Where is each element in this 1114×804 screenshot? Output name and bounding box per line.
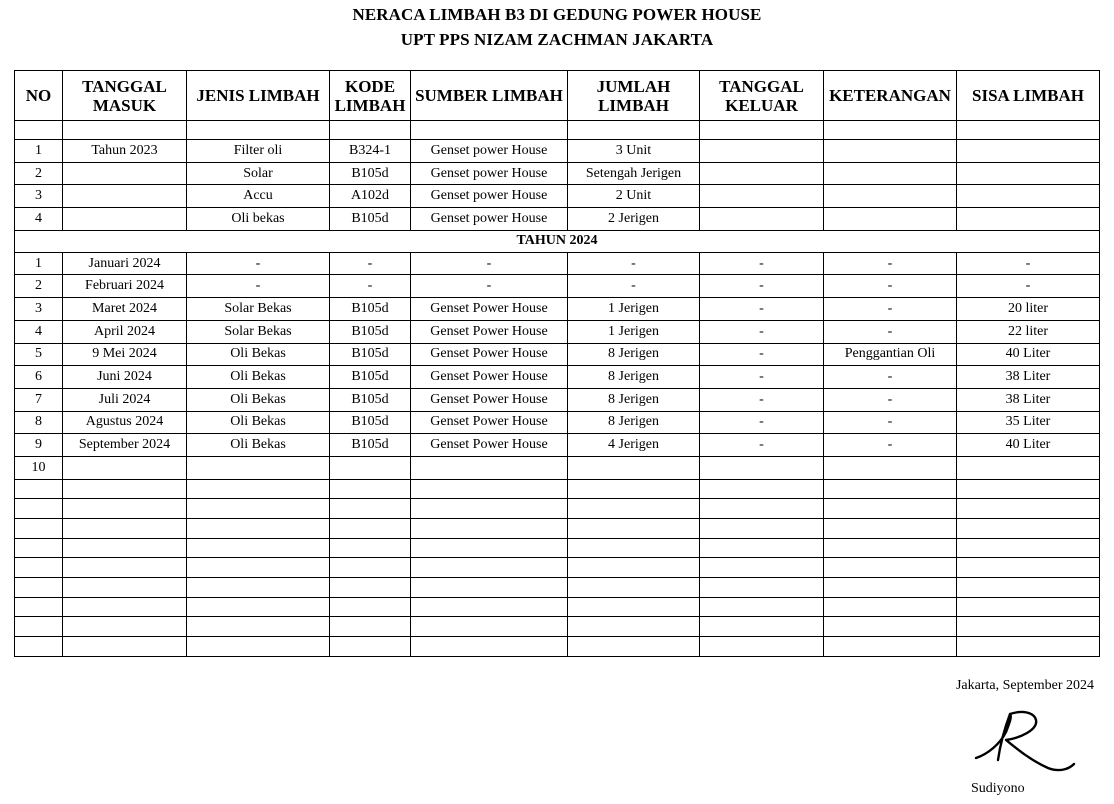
- cell-keterangan: [824, 208, 957, 231]
- cell-no: [15, 578, 63, 598]
- cell-tanggal-masuk: [63, 456, 187, 479]
- header-tanggal-keluar: TANGGAL KELUAR: [700, 71, 824, 121]
- cell-sumber-limbah: [411, 456, 568, 479]
- header-kode-limbah: KODE LIMBAH: [330, 71, 411, 121]
- cell-sumber-limbah: -: [411, 275, 568, 298]
- cell-sumber-limbah: -: [411, 252, 568, 275]
- cell-sisa-limbah: [957, 597, 1100, 617]
- cell-tanggal-keluar: [700, 519, 824, 539]
- section-label: TAHUN 2024: [15, 230, 1100, 252]
- cell-jenis-limbah: Filter oli: [187, 140, 330, 163]
- cell-keterangan: -: [824, 320, 957, 343]
- cell-jenis-limbah: [187, 637, 330, 657]
- cell-keterangan: [824, 578, 957, 598]
- cell-tanggal-masuk: Maret 2024: [63, 298, 187, 321]
- cell-kode-limbah: B105d: [330, 208, 411, 231]
- cell-jumlah-limbah: [568, 597, 700, 617]
- cell-no: [15, 637, 63, 657]
- cell-keterangan: -: [824, 275, 957, 298]
- cell-no: 2: [15, 162, 63, 185]
- table-row: [15, 185, 1100, 208]
- header-sumber-limbah: SUMBER LIMBAH: [411, 71, 568, 121]
- cell-sumber-limbah: Genset power House: [411, 185, 568, 208]
- table-row: [15, 298, 1100, 321]
- document-title: NERACA LIMBAH B3 DI GEDUNG POWER HOUSE: [352, 5, 762, 24]
- cell-sisa-limbah: [957, 499, 1100, 519]
- cell-tanggal-keluar: [700, 558, 824, 578]
- cell-keterangan: [824, 162, 957, 185]
- cell-jenis-limbah: Oli Bekas: [187, 343, 330, 366]
- cell-kode-limbah: B105d: [330, 298, 411, 321]
- cell-keterangan: [824, 597, 957, 617]
- empty-row: [15, 597, 1100, 617]
- cell-sisa-limbah: [957, 208, 1100, 231]
- cell-sisa-limbah: [957, 578, 1100, 598]
- cell-tanggal-keluar: [700, 578, 824, 598]
- cell-sumber-limbah: [411, 519, 568, 539]
- cell-jumlah-limbah: 1 Jerigen: [568, 298, 700, 321]
- empty-row: [15, 558, 1100, 578]
- cell-keterangan: -: [824, 298, 957, 321]
- cell-sisa-limbah: 20 liter: [957, 298, 1100, 321]
- cell-tanggal-keluar: [700, 185, 824, 208]
- cell-jenis-limbah: Oli Bekas: [187, 388, 330, 411]
- table-row: [15, 140, 1100, 163]
- cell-keterangan: [824, 456, 957, 479]
- cell-sumber-limbah: [411, 558, 568, 578]
- cell-sumber-limbah: Genset Power House: [411, 320, 568, 343]
- waste-balance-table: [14, 70, 1100, 657]
- table-row: [15, 252, 1100, 275]
- cell-tanggal-masuk: April 2024: [63, 320, 187, 343]
- cell-jenis-limbah: -: [187, 275, 330, 298]
- cell-tanggal-masuk: [63, 597, 187, 617]
- cell-jumlah-limbah: [568, 617, 700, 637]
- cell-tanggal-masuk: [63, 185, 187, 208]
- header-sisa-limbah: SISA LIMBAH: [957, 71, 1100, 121]
- cell-jenis-limbah: Solar Bekas: [187, 320, 330, 343]
- cell-keterangan: [824, 519, 957, 539]
- cell-jumlah-limbah: Setengah Jerigen: [568, 162, 700, 185]
- cell-keterangan: [824, 479, 957, 499]
- cell-jenis-limbah: -: [187, 252, 330, 275]
- cell-sisa-limbah: 38 Liter: [957, 388, 1100, 411]
- table-row: [15, 388, 1100, 411]
- cell-sisa-limbah: [957, 617, 1100, 637]
- cell-tanggal-keluar: [700, 538, 824, 558]
- cell-sisa-limbah: [957, 637, 1100, 657]
- cell-no: 10: [15, 456, 63, 479]
- cell-kode-limbah: A102d: [330, 185, 411, 208]
- cell-tanggal-keluar: [700, 479, 824, 499]
- cell-sumber-limbah: Genset Power House: [411, 411, 568, 434]
- signature-image: [970, 708, 1080, 778]
- cell-jumlah-limbah: 8 Jerigen: [568, 411, 700, 434]
- cell-keterangan: -: [824, 366, 957, 389]
- cell-jumlah-limbah: [568, 479, 700, 499]
- cell-no: 4: [15, 320, 63, 343]
- cell-tanggal-keluar: -: [700, 275, 824, 298]
- empty-row: [15, 499, 1100, 519]
- cell-jenis-limbah: [187, 499, 330, 519]
- cell-keterangan: [824, 538, 957, 558]
- cell-jumlah-limbah: 4 Jerigen: [568, 434, 700, 457]
- cell-keterangan: -: [824, 388, 957, 411]
- cell-tanggal-masuk: 9 Mei 2024: [63, 343, 187, 366]
- cell-sisa-limbah: 35 Liter: [957, 411, 1100, 434]
- cell-no: 9: [15, 434, 63, 457]
- cell-jenis-limbah: [187, 578, 330, 598]
- cell-kode-limbah: -: [330, 275, 411, 298]
- cell-kode-limbah: [330, 499, 411, 519]
- empty-row: [15, 538, 1100, 558]
- cell-tanggal-keluar: [700, 456, 824, 479]
- cell-sumber-limbah: Genset power House: [411, 162, 568, 185]
- cell-jenis-limbah: Oli bekas: [187, 208, 330, 231]
- cell-no: 1: [15, 140, 63, 163]
- table-row: [15, 320, 1100, 343]
- cell-keterangan: -: [824, 434, 957, 457]
- cell-kode-limbah: B324-1: [330, 140, 411, 163]
- cell-keterangan: [824, 558, 957, 578]
- header-tanggal-masuk: TANGGAL MASUK: [63, 71, 187, 121]
- cell-tanggal-keluar: -: [700, 434, 824, 457]
- cell-tanggal-keluar: -: [700, 343, 824, 366]
- table-row: [15, 208, 1100, 231]
- cell-jumlah-limbah: [568, 578, 700, 598]
- cell-jenis-limbah: [187, 558, 330, 578]
- cell-tanggal-masuk: Tahun 2023: [63, 140, 187, 163]
- cell-jumlah-limbah: -: [568, 275, 700, 298]
- cell-tanggal-keluar: [700, 162, 824, 185]
- cell-kode-limbah: [330, 456, 411, 479]
- cell-keterangan: Penggantian Oli: [824, 343, 957, 366]
- cell-sumber-limbah: Genset power House: [411, 208, 568, 231]
- cell-no: 1: [15, 252, 63, 275]
- cell-jumlah-limbah: 8 Jerigen: [568, 366, 700, 389]
- cell-sumber-limbah: [411, 637, 568, 657]
- cell-no: [15, 499, 63, 519]
- cell-tanggal-masuk: [63, 578, 187, 598]
- cell-sisa-limbah: -: [957, 252, 1100, 275]
- cell-kode-limbah: [330, 519, 411, 539]
- empty-row: [15, 519, 1100, 539]
- cell-sumber-limbah: [411, 538, 568, 558]
- cell-sisa-limbah: [957, 456, 1100, 479]
- cell-kode-limbah: [330, 597, 411, 617]
- cell-no: 5: [15, 343, 63, 366]
- cell-tanggal-masuk: [63, 162, 187, 185]
- cell-sisa-limbah: [957, 479, 1100, 499]
- spacer-row: [15, 121, 1100, 140]
- cell-tanggal-keluar: -: [700, 411, 824, 434]
- cell-kode-limbah: -: [330, 252, 411, 275]
- cell-keterangan: [824, 185, 957, 208]
- cell-jumlah-limbah: 3 Unit: [568, 140, 700, 163]
- table-row: [15, 434, 1100, 457]
- cell-sisa-limbah: [957, 162, 1100, 185]
- signer-name: Sudiyono: [971, 781, 1025, 796]
- cell-no: [15, 597, 63, 617]
- cell-keterangan: -: [824, 411, 957, 434]
- cell-jumlah-limbah: 2 Unit: [568, 185, 700, 208]
- cell-sisa-limbah: [957, 185, 1100, 208]
- cell-jumlah-limbah: [568, 519, 700, 539]
- empty-row: [15, 578, 1100, 598]
- footer-date: Jakarta, September 2024: [955, 678, 1094, 693]
- cell-no: 6: [15, 366, 63, 389]
- cell-tanggal-keluar: [700, 637, 824, 657]
- cell-jumlah-limbah: 2 Jerigen: [568, 208, 700, 231]
- section-row-2024: [15, 230, 1100, 252]
- cell-jumlah-limbah: 1 Jerigen: [568, 320, 700, 343]
- cell-tanggal-keluar: [700, 140, 824, 163]
- cell-tanggal-masuk: [63, 558, 187, 578]
- cell-jumlah-limbah: [568, 499, 700, 519]
- cell-sumber-limbah: Genset Power House: [411, 388, 568, 411]
- cell-keterangan: [824, 499, 957, 519]
- cell-jenis-limbah: [187, 597, 330, 617]
- cell-no: 3: [15, 298, 63, 321]
- cell-sumber-limbah: Genset Power House: [411, 343, 568, 366]
- table-row: [15, 162, 1100, 185]
- cell-jumlah-limbah: [568, 456, 700, 479]
- cell-sumber-limbah: [411, 597, 568, 617]
- cell-tanggal-masuk: [63, 519, 187, 539]
- cell-tanggal-keluar: -: [700, 252, 824, 275]
- cell-kode-limbah: B105d: [330, 343, 411, 366]
- cell-sumber-limbah: Genset Power House: [411, 366, 568, 389]
- cell-tanggal-masuk: [63, 538, 187, 558]
- cell-kode-limbah: B105d: [330, 388, 411, 411]
- cell-jenis-limbah: Oli Bekas: [187, 434, 330, 457]
- cell-keterangan: -: [824, 252, 957, 275]
- cell-tanggal-keluar: -: [700, 298, 824, 321]
- cell-tanggal-masuk: Juni 2024: [63, 366, 187, 389]
- cell-sisa-limbah: [957, 538, 1100, 558]
- cell-sisa-limbah: [957, 519, 1100, 539]
- cell-kode-limbah: [330, 637, 411, 657]
- header-jenis-limbah: JENIS LIMBAH: [187, 71, 330, 121]
- cell-sumber-limbah: Genset power House: [411, 140, 568, 163]
- cell-jenis-limbah: Oli Bekas: [187, 411, 330, 434]
- cell-jumlah-limbah: [568, 637, 700, 657]
- cell-jumlah-limbah: -: [568, 252, 700, 275]
- cell-sumber-limbah: Genset Power House: [411, 298, 568, 321]
- table-row: [15, 343, 1100, 366]
- cell-sisa-limbah: 22 liter: [957, 320, 1100, 343]
- cell-kode-limbah: B105d: [330, 366, 411, 389]
- cell-jumlah-limbah: 8 Jerigen: [568, 343, 700, 366]
- empty-row: [15, 617, 1100, 637]
- cell-jenis-limbah: [187, 538, 330, 558]
- cell-no: 4: [15, 208, 63, 231]
- cell-tanggal-masuk: [63, 479, 187, 499]
- cell-kode-limbah: B105d: [330, 320, 411, 343]
- cell-tanggal-masuk: Juli 2024: [63, 388, 187, 411]
- header-jumlah-limbah: JUMLAH LIMBAH: [568, 71, 700, 121]
- cell-tanggal-masuk: [63, 499, 187, 519]
- cell-no: 7: [15, 388, 63, 411]
- cell-kode-limbah: B105d: [330, 162, 411, 185]
- cell-jumlah-limbah: 8 Jerigen: [568, 388, 700, 411]
- cell-no: [15, 479, 63, 499]
- cell-tanggal-keluar: [700, 208, 824, 231]
- cell-keterangan: [824, 140, 957, 163]
- cell-sumber-limbah: Genset Power House: [411, 434, 568, 457]
- cell-keterangan: [824, 637, 957, 657]
- cell-tanggal-keluar: [700, 617, 824, 637]
- empty-row: [15, 637, 1100, 657]
- table-header-row: [15, 71, 1100, 121]
- cell-jenis-limbah: Solar Bekas: [187, 298, 330, 321]
- cell-sisa-limbah: 40 Liter: [957, 343, 1100, 366]
- cell-jumlah-limbah: [568, 538, 700, 558]
- cell-kode-limbah: B105d: [330, 411, 411, 434]
- cell-kode-limbah: [330, 538, 411, 558]
- cell-no: 3: [15, 185, 63, 208]
- cell-tanggal-masuk: Februari 2024: [63, 275, 187, 298]
- empty-row: [15, 479, 1100, 499]
- cell-tanggal-keluar: -: [700, 320, 824, 343]
- cell-tanggal-masuk: Januari 2024: [63, 252, 187, 275]
- cell-sisa-limbah: 38 Liter: [957, 366, 1100, 389]
- cell-no: [15, 558, 63, 578]
- table-row: [15, 456, 1100, 479]
- cell-kode-limbah: [330, 617, 411, 637]
- document-subtitle: UPT PPS NIZAM ZACHMAN JAKARTA: [400, 30, 714, 49]
- cell-sumber-limbah: [411, 617, 568, 637]
- cell-jumlah-limbah: [568, 558, 700, 578]
- cell-sisa-limbah: -: [957, 275, 1100, 298]
- table-row: [15, 366, 1100, 389]
- cell-no: [15, 538, 63, 558]
- cell-tanggal-masuk: [63, 208, 187, 231]
- cell-tanggal-masuk: September 2024: [63, 434, 187, 457]
- cell-sisa-limbah: [957, 558, 1100, 578]
- cell-jenis-limbah: [187, 456, 330, 479]
- cell-jenis-limbah: Solar: [187, 162, 330, 185]
- cell-jenis-limbah: [187, 479, 330, 499]
- cell-sisa-limbah: [957, 140, 1100, 163]
- cell-tanggal-keluar: -: [700, 388, 824, 411]
- cell-no: 2: [15, 275, 63, 298]
- cell-jenis-limbah: [187, 519, 330, 539]
- cell-tanggal-keluar: -: [700, 366, 824, 389]
- cell-jenis-limbah: Accu: [187, 185, 330, 208]
- cell-tanggal-masuk: Agustus 2024: [63, 411, 187, 434]
- cell-no: [15, 617, 63, 637]
- cell-no: [15, 519, 63, 539]
- cell-sumber-limbah: [411, 499, 568, 519]
- cell-kode-limbah: [330, 558, 411, 578]
- cell-keterangan: [824, 617, 957, 637]
- cell-sumber-limbah: [411, 479, 568, 499]
- cell-jenis-limbah: Oli Bekas: [187, 366, 330, 389]
- cell-jenis-limbah: [187, 617, 330, 637]
- cell-kode-limbah: B105d: [330, 434, 411, 457]
- cell-tanggal-masuk: [63, 617, 187, 637]
- cell-tanggal-keluar: [700, 597, 824, 617]
- header-keterangan: KETERANGAN: [824, 71, 957, 121]
- cell-kode-limbah: [330, 578, 411, 598]
- cell-no: 8: [15, 411, 63, 434]
- cell-kode-limbah: [330, 479, 411, 499]
- cell-tanggal-masuk: [63, 637, 187, 657]
- cell-sumber-limbah: [411, 578, 568, 598]
- cell-sisa-limbah: 40 Liter: [957, 434, 1100, 457]
- table-row: [15, 411, 1100, 434]
- cell-tanggal-keluar: [700, 499, 824, 519]
- header-no: NO: [15, 71, 63, 121]
- table-row: [15, 275, 1100, 298]
